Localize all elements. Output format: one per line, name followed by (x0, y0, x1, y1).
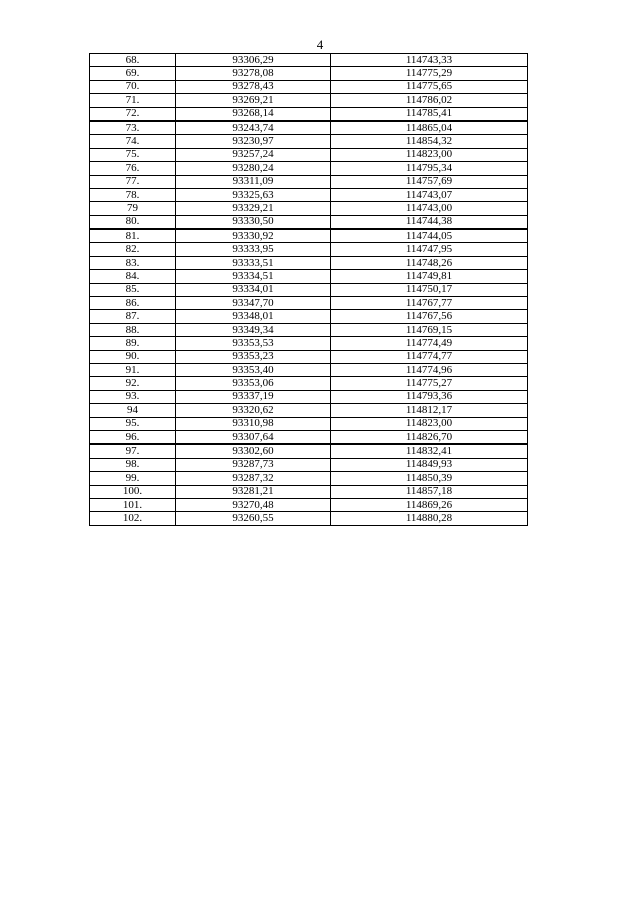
x-coordinate-cell: 93270,48 (176, 498, 331, 511)
point-number-cell: 93. (90, 390, 176, 403)
point-number-cell: 89. (90, 337, 176, 350)
table-row (90, 377, 528, 390)
point-number-cell: 97. (90, 444, 176, 458)
table-row (90, 188, 528, 201)
table-row (90, 270, 528, 283)
y-coordinate-cell: 114744,38 (331, 215, 528, 229)
y-coordinate-cell: 114869,26 (331, 498, 528, 511)
table-row (90, 243, 528, 256)
y-coordinate-cell: 114823,00 (331, 148, 528, 161)
y-coordinate-cell: 114849,93 (331, 458, 528, 471)
x-coordinate-cell: 93320,62 (176, 404, 331, 417)
point-number-cell: 79 (90, 202, 176, 215)
table-row (90, 323, 528, 336)
x-coordinate-cell: 93230,97 (176, 135, 331, 148)
y-coordinate-cell: 114743,00 (331, 202, 528, 215)
y-coordinate-cell: 114795,34 (331, 162, 528, 175)
y-coordinate-cell: 114743,33 (331, 54, 528, 67)
y-coordinate-cell: 114786,02 (331, 94, 528, 107)
x-coordinate-cell: 93353,06 (176, 377, 331, 390)
x-coordinate-cell: 93260,55 (176, 512, 331, 525)
table-row (90, 283, 528, 296)
table-row (90, 135, 528, 148)
point-number-cell: 72. (90, 107, 176, 121)
point-number-cell: 77. (90, 175, 176, 188)
x-coordinate-cell: 93278,43 (176, 80, 331, 93)
x-coordinate-cell: 93281,21 (176, 485, 331, 498)
y-coordinate-cell: 114823,00 (331, 417, 528, 430)
y-coordinate-cell: 114854,32 (331, 135, 528, 148)
x-coordinate-cell: 93353,40 (176, 363, 331, 376)
y-coordinate-cell: 114880,28 (331, 512, 528, 525)
x-coordinate-cell: 93311,09 (176, 175, 331, 188)
point-number-cell: 71. (90, 94, 176, 107)
y-coordinate-cell: 114744,05 (331, 229, 528, 243)
x-coordinate-cell: 93325,63 (176, 188, 331, 201)
y-coordinate-cell: 114857,18 (331, 485, 528, 498)
x-coordinate-cell: 93268,14 (176, 107, 331, 121)
y-coordinate-cell: 114767,77 (331, 297, 528, 310)
x-coordinate-cell: 93243,74 (176, 121, 331, 135)
table-row (90, 202, 528, 215)
point-number-cell: 92. (90, 377, 176, 390)
x-coordinate-cell: 93310,98 (176, 417, 331, 430)
x-coordinate-cell: 93333,51 (176, 256, 331, 269)
point-number-cell: 78. (90, 188, 176, 201)
y-coordinate-cell: 114775,65 (331, 80, 528, 93)
y-coordinate-cell: 114812,17 (331, 404, 528, 417)
point-number-cell: 101. (90, 498, 176, 511)
x-coordinate-cell: 93287,73 (176, 458, 331, 471)
x-coordinate-cell: 93334,01 (176, 283, 331, 296)
table-row (90, 337, 528, 350)
point-number-cell: 94 (90, 404, 176, 417)
x-coordinate-cell: 93330,92 (176, 229, 331, 243)
x-coordinate-cell: 93280,24 (176, 162, 331, 175)
table-row (90, 363, 528, 376)
point-number-cell: 82. (90, 243, 176, 256)
table-row (90, 121, 528, 135)
y-coordinate-cell: 114793,36 (331, 390, 528, 403)
table-row (90, 458, 528, 471)
y-coordinate-cell: 114785,41 (331, 107, 528, 121)
table-row (90, 256, 528, 269)
x-coordinate-cell: 93353,53 (176, 337, 331, 350)
table-row (90, 215, 528, 229)
x-coordinate-cell: 93329,21 (176, 202, 331, 215)
y-coordinate-cell: 114749,81 (331, 270, 528, 283)
y-coordinate-cell: 114774,77 (331, 350, 528, 363)
y-coordinate-cell: 114775,29 (331, 67, 528, 80)
table-row (90, 162, 528, 175)
point-number-cell: 70. (90, 80, 176, 93)
x-coordinate-cell: 93334,51 (176, 270, 331, 283)
x-coordinate-cell: 93347,70 (176, 297, 331, 310)
point-number-cell: 80. (90, 215, 176, 229)
point-number-cell: 99. (90, 472, 176, 485)
x-coordinate-cell: 93333,95 (176, 243, 331, 256)
table-row (90, 498, 528, 511)
y-coordinate-cell: 114750,17 (331, 283, 528, 296)
x-coordinate-cell: 93278,08 (176, 67, 331, 80)
coordinates-table (89, 53, 528, 526)
table-row (90, 54, 528, 67)
x-coordinate-cell: 93337,19 (176, 390, 331, 403)
y-coordinate-cell: 114747,95 (331, 243, 528, 256)
y-coordinate-cell: 114826,70 (331, 430, 528, 444)
table-row (90, 444, 528, 458)
point-number-cell: 102. (90, 512, 176, 525)
point-number-cell: 84. (90, 270, 176, 283)
table-row (90, 107, 528, 121)
point-number-cell: 95. (90, 417, 176, 430)
y-coordinate-cell: 114775,27 (331, 377, 528, 390)
table-row (90, 430, 528, 444)
table-row (90, 350, 528, 363)
x-coordinate-cell: 93330,50 (176, 215, 331, 229)
x-coordinate-cell: 93257,24 (176, 148, 331, 161)
y-coordinate-cell: 114865,04 (331, 121, 528, 135)
y-coordinate-cell: 114748,26 (331, 256, 528, 269)
point-number-cell: 81. (90, 229, 176, 243)
table-row (90, 512, 528, 525)
point-number-cell: 86. (90, 297, 176, 310)
point-number-cell: 98. (90, 458, 176, 471)
table-row (90, 417, 528, 430)
table-row (90, 472, 528, 485)
point-number-cell: 69. (90, 67, 176, 80)
x-coordinate-cell: 93306,29 (176, 54, 331, 67)
point-number-cell: 88. (90, 323, 176, 336)
table-row (90, 67, 528, 80)
y-coordinate-cell: 114850,39 (331, 472, 528, 485)
point-number-cell: 100. (90, 485, 176, 498)
x-coordinate-cell: 93302,60 (176, 444, 331, 458)
y-coordinate-cell: 114774,49 (331, 337, 528, 350)
table-row (90, 80, 528, 93)
page-number: 4 (316, 37, 324, 52)
point-number-cell: 87. (90, 310, 176, 323)
point-number-cell: 74. (90, 135, 176, 148)
table-row (90, 229, 528, 243)
x-coordinate-cell: 93287,32 (176, 472, 331, 485)
y-coordinate-cell: 114767,56 (331, 310, 528, 323)
point-number-cell: 85. (90, 283, 176, 296)
coordinates-table-body (90, 54, 528, 526)
point-number-cell: 83. (90, 256, 176, 269)
point-number-cell: 75. (90, 148, 176, 161)
table-row (90, 310, 528, 323)
table-row (90, 297, 528, 310)
table-row (90, 148, 528, 161)
point-number-cell: 73. (90, 121, 176, 135)
y-coordinate-cell: 114769,15 (331, 323, 528, 336)
point-number-cell: 76. (90, 162, 176, 175)
y-coordinate-cell: 114774,96 (331, 363, 528, 376)
x-coordinate-cell: 93348,01 (176, 310, 331, 323)
x-coordinate-cell: 93307,64 (176, 430, 331, 444)
x-coordinate-cell: 93353,23 (176, 350, 331, 363)
table-row (90, 175, 528, 188)
point-number-cell: 91. (90, 363, 176, 376)
y-coordinate-cell: 114743,07 (331, 188, 528, 201)
point-number-cell: 90. (90, 350, 176, 363)
table-row (90, 485, 528, 498)
table-row (90, 404, 528, 417)
table-row (90, 94, 528, 107)
y-coordinate-cell: 114757,69 (331, 175, 528, 188)
x-coordinate-cell: 93349,34 (176, 323, 331, 336)
point-number-cell: 68. (90, 54, 176, 67)
x-coordinate-cell: 93269,21 (176, 94, 331, 107)
y-coordinate-cell: 114832,41 (331, 444, 528, 458)
point-number-cell: 96. (90, 430, 176, 444)
table-row (90, 390, 528, 403)
